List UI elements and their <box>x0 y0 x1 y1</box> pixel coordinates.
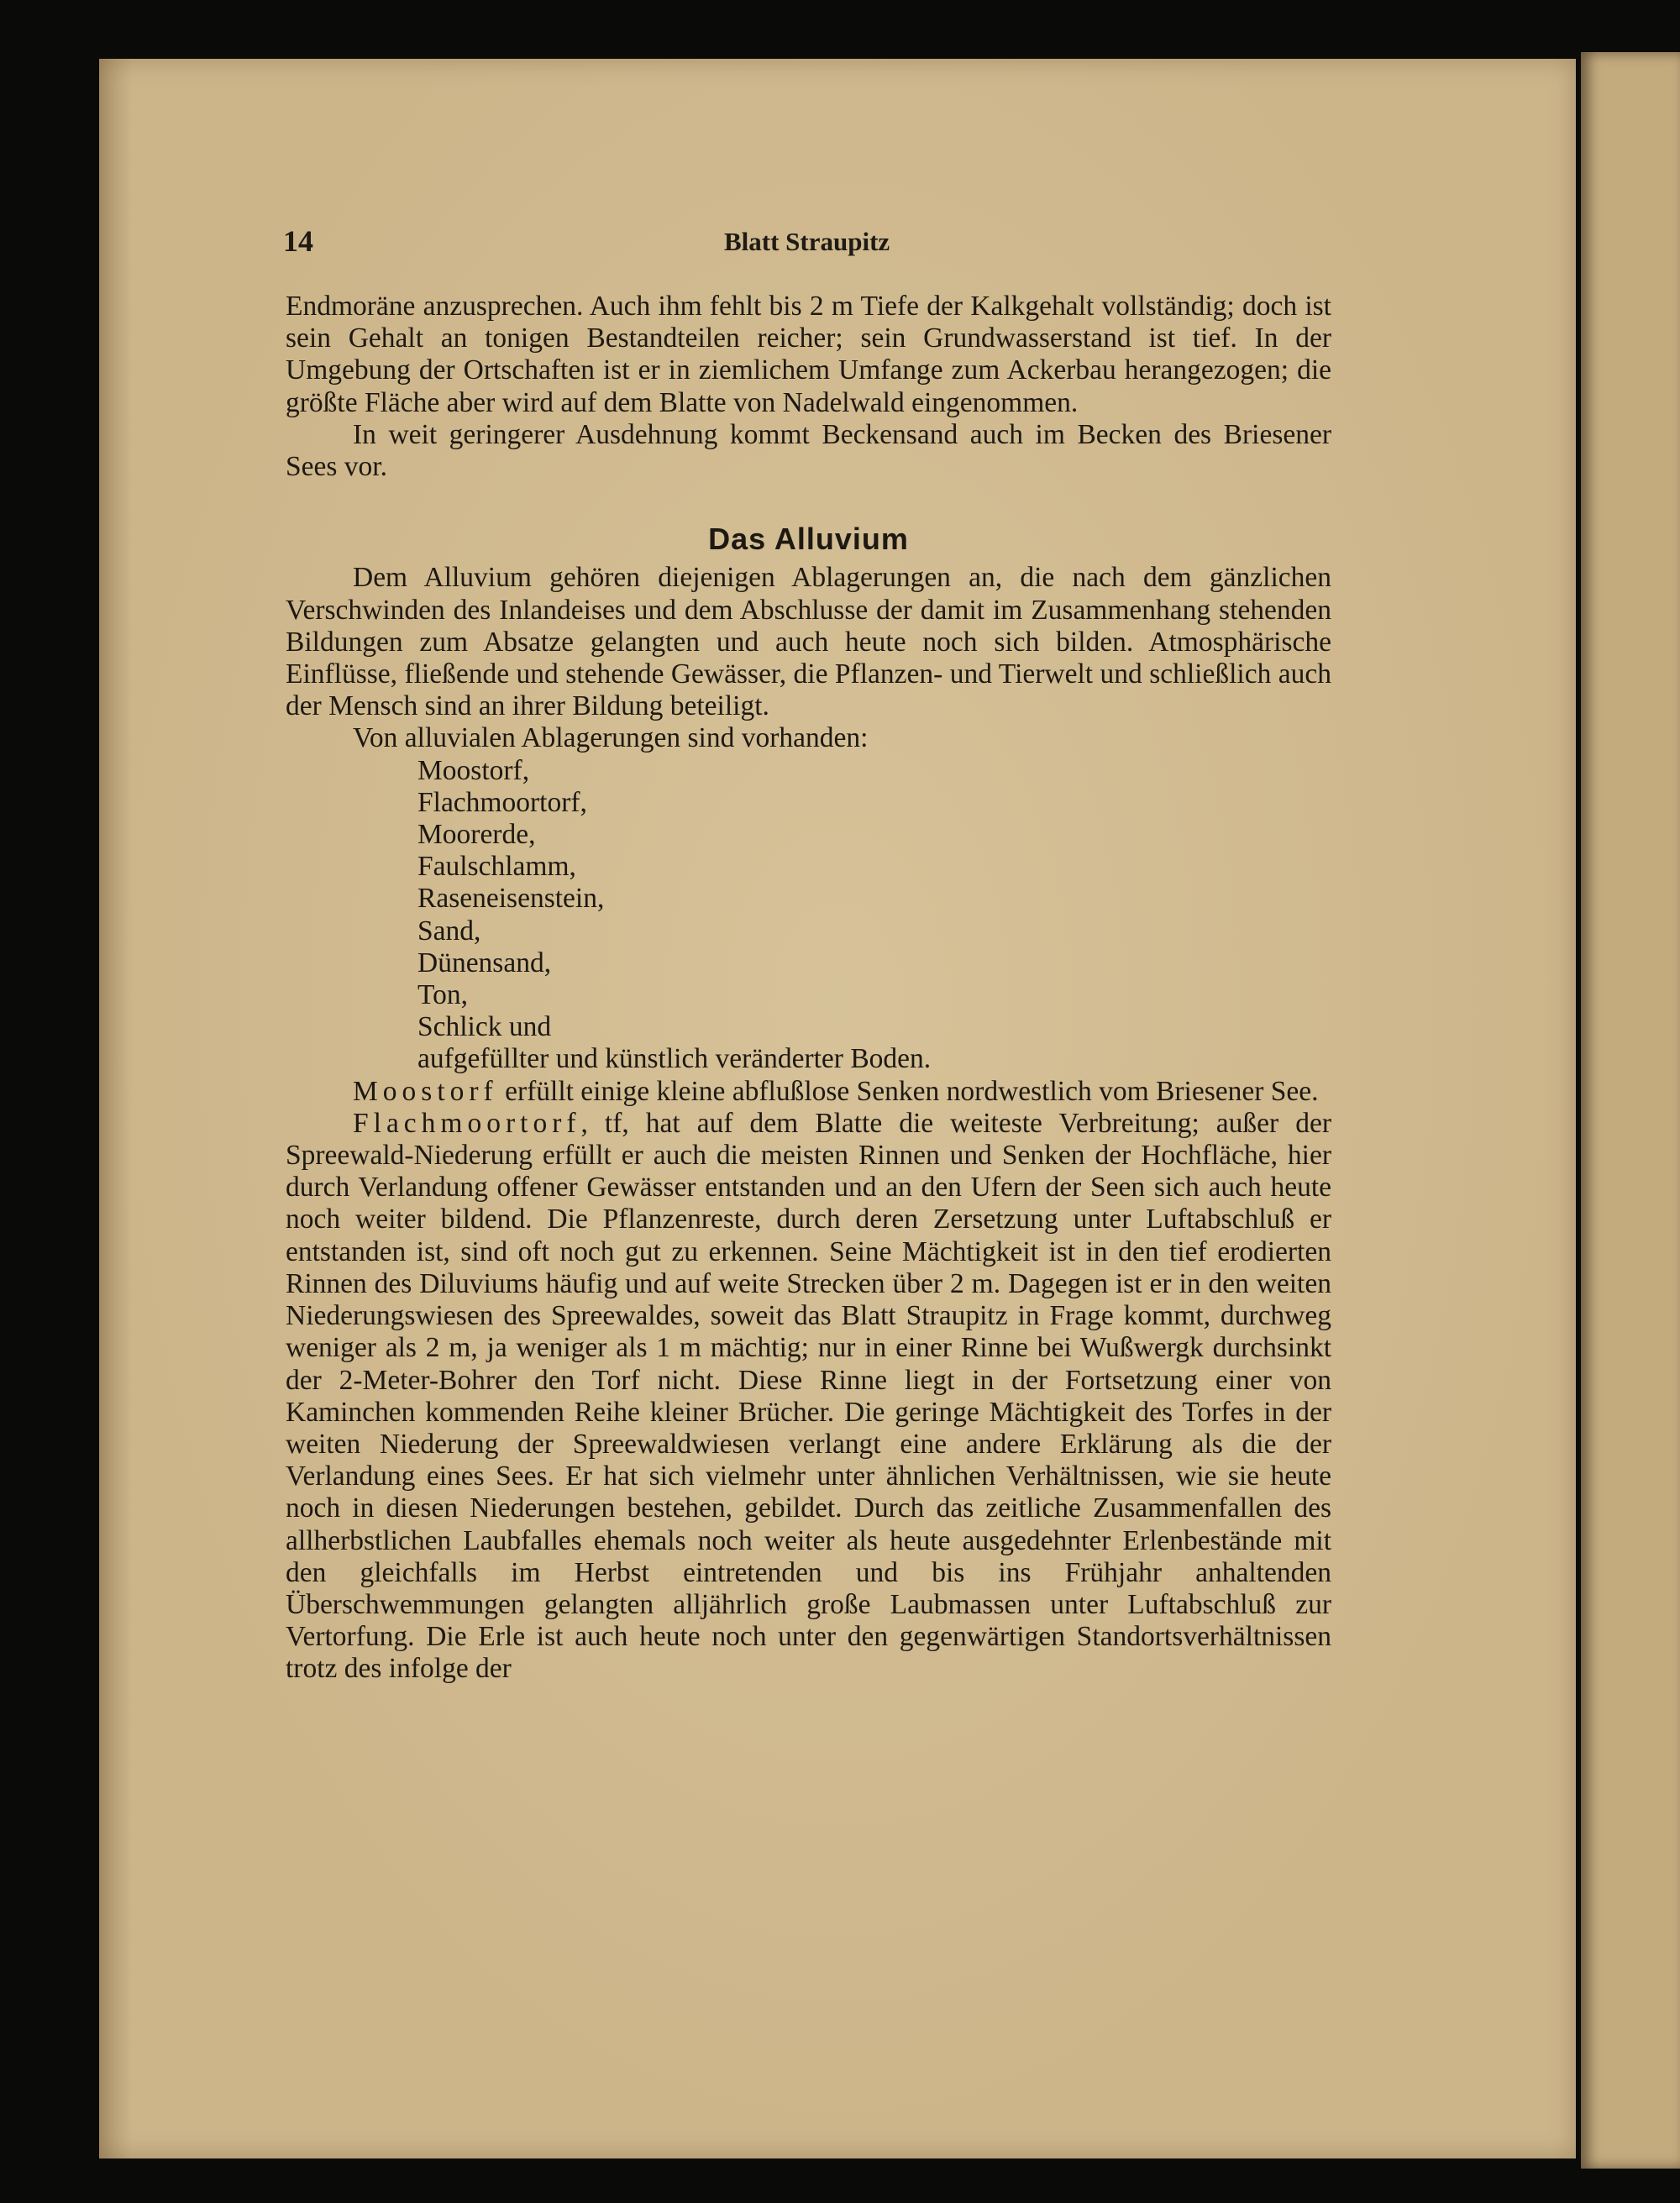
page-header <box>283 223 1325 262</box>
list-item: Schlick und <box>417 1011 552 1043</box>
running-title: Blatt Straupitz <box>724 227 890 256</box>
paragraph-beckensand: In weit geringerer Ausdehnung kommt Beckensand auch im Becken des Briesener Sees vor. <box>286 418 1331 483</box>
list-item: Ton, <box>417 979 468 1011</box>
list-item: Moostorf, <box>417 754 530 786</box>
adjacent-page-edge <box>1581 52 1680 2169</box>
list-item: Flachmoortorf, <box>417 786 587 818</box>
list-item: aufgefüllter und künstlich veränderter Boden. <box>417 1043 932 1075</box>
term-flachmoortorf: Flachmoortorf <box>353 1107 581 1139</box>
paragraph-moostorf-text: erfüllt einige kleine abflußlose Senken nordwestlich vom Briesener See. <box>497 1075 1319 1107</box>
section-heading: Das Alluvium <box>708 522 909 557</box>
list-item: Sand, <box>417 915 481 947</box>
list-item: Faulschlamm, <box>417 851 576 883</box>
paragraph-moostorf <box>286 1076 1331 1108</box>
term-moostorf: Moostorf <box>353 1075 498 1107</box>
page-number: 14 <box>283 224 313 258</box>
list-item: Moorerde, <box>417 819 536 851</box>
paragraph-flachmoortorf-text: , tf, hat auf dem Blatte die weiteste Verbreitung; außer der Spreewald-Niederung erfüllt er auch die meisten Rinnen und Senken der Hochfläche, hier durch Verlandung offener Gewässer entstanden und an den Ufern der Seen sich auch heute noch weiter bildend. Die Pflanzenreste, durch deren Zersetzung unter Luftabschluß er entstanden ist, sind oft noch gut zu erkennen. Seine Mächtigkeit ist in den tief erodierten Rinnen des Diluviums häufig und auf weite Strecken über 2 m. Dagegen ist er in den weiten Niederungswiesen des Spreewaldes, soweit das Blatt Straupitz in Frage kommt, durchweg weniger als 2 m, ja weniger als 1 m mächtig; nur in einer Rinne bei Wußwergk durchsinkt der 2-Meter-Bohrer den Torf nicht. Diese Rinne liegt in der Fortsetzung einer von Kaminchen kommenden Reihe kleiner Brücher. Die geringe Mächtigkeit des Torfes in der weiten Niederung der Spreewaldwiesen verlangt eine andere Erklärung als die der Verlandung eines Sees. Er hat sich vielmehr unter ähnlichen Verhältnissen, wie sie heute noch in diesen Niederungen bestehen, gebildet. Durch das zeitliche Zusammenfallen des allherbstlichen Laubfalles ehemals noch weiter als heute ausgedehnter Erlenbestände mit den gleichfalls im Herbst eintretenden und bis ins Frühjahr anhaltenden Überschwemmungen gelangten alljährlich große Laubmassen unter Luftabschluß zur Vertorfung. Die Erle ist auch heute noch unter den gegenwärtigen Standortsverhältnissen trotz des infolge der <box>286 1107 1331 1685</box>
paragraph-alluvium-intro: Dem Alluvium gehören diejenigen Ablagerungen an, die nach dem gänzlichen Verschwinden des Inlandeises und dem Abschlusse der damit im Zusammenhang stehenden Bildungen zum Absatze gelangten und auch heute noch sich bilden. Atmosphärische Einflüsse, fließende und stehende Gewässer, die Pflanzen- und Tierwelt und schließlich auch der Mensch sind an ihrer Bildung beteiligt. <box>286 562 1331 722</box>
body-text <box>286 291 1331 1686</box>
paragraph-continuation: Endmoräne anzusprechen. Auch ihm fehlt bis 2 m Tiefe der Kalkgehalt vollständig; doch ist sein Gehalt an tonigen Bestandteilen reicher; sein Grundwasserstand ist tief. In der Umgebung der Ortschaften ist er in ziemlichem Umfange zum Ackerbau herangezogen; die größte Fläche aber wird auf dem Blatte von Nadelwald eingenommen. <box>286 291 1331 418</box>
paragraph-list-intro: Von alluvialen Ablagerungen sind vorhanden: <box>353 722 869 754</box>
paragraph-flachmoortorf <box>286 1108 1331 1686</box>
list-item: Dünensand, <box>417 947 552 978</box>
deposit-list <box>286 755 1331 1076</box>
list-item: Raseneisenstein, <box>417 883 605 915</box>
